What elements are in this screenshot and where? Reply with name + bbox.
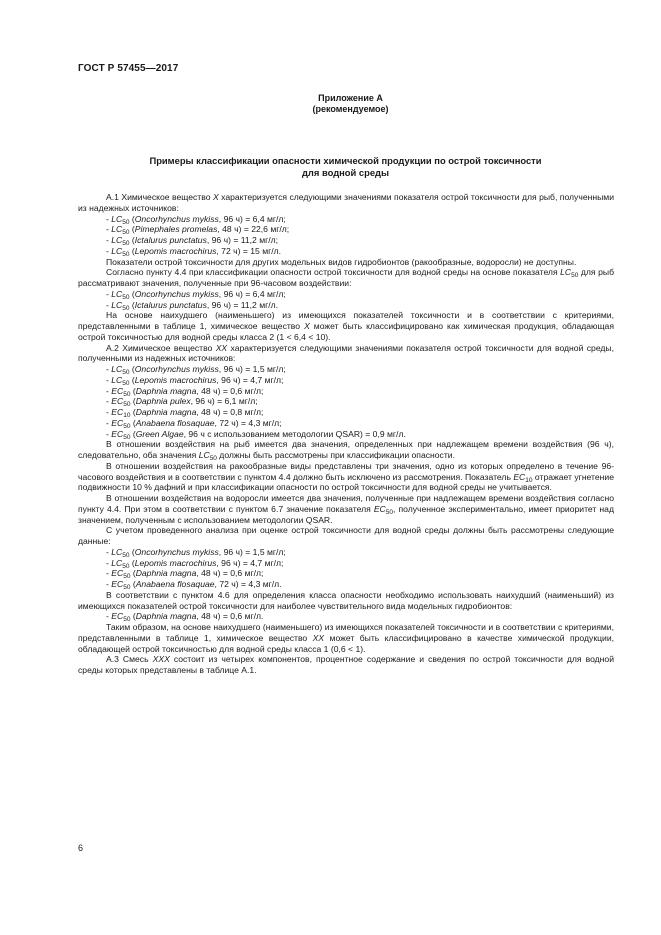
list-item: - $EC_{50}$ (Daphnia magna, 48 ч) = 0,6 мг/л; xyxy=(106,385,264,398)
paragraph: В отношении воздействия на ракообразные виды представлены три значения, одно из которых определено в течение 96-часового воздействия и в соответствии с пунктом 4.4 должно быть исключено из рассмотрения. Показатель $EC_{10}$ отражает угнетение подвижности 10 % дафний и при классификации опасности по острой токсичности для водной среды не учитывается. xyxy=(78,460,614,493)
appendix-status: (рекомендуемое) xyxy=(312,104,389,114)
document-body xyxy=(78,192,614,676)
section-title-line2: для водной среды xyxy=(301,167,390,178)
list-item: - $EC_{10}$ (Daphnia magna, 48 ч) = 0,8 мг/л; xyxy=(106,407,264,419)
list-item: - $EC_{50}$ (Daphnia magna, 48 ч) = 0,6 мг/л. xyxy=(106,611,264,624)
list-item: - $LC_{50}$ (Lepomis macrochirus, 96 ч) = 4,7 мг/л; xyxy=(106,557,284,570)
list-item: - $EC_{50}$ (Anabaena flosaquae, 72 ч) = 4,3 мг/л. xyxy=(106,579,282,591)
list-item: - $EC_{50}$ (Anabaena flosaquae, 72 ч) = 4,3 мг/л; xyxy=(106,417,282,430)
paragraph: Показатели острой токсичности для других модельных видов гидробионтов (ракообразные, водоросли) не доступны. xyxy=(106,256,577,267)
page-number: 6 xyxy=(78,843,84,853)
list-item: - $LC_{50}$ (Oncorhynchus mykiss, 96 ч) = 1,5 мг/л; xyxy=(106,546,286,559)
list-item: - $EC_{50}$ (Daphnia pulex, 96 ч) = 6,1 мг/л; xyxy=(106,396,258,409)
paragraph: С учетом проведенного анализа при оценке острой токсичности для водной среды должны быть рассмотрены следующие данные: xyxy=(78,525,614,546)
paragraph: В отношении воздействия на рыб имеется два значения, определенных при надлежащем времени воздействия (96 ч), следовательно, оба значения $LC_{50}$ должны быть рассмотрены при классификации опасности. xyxy=(78,439,614,462)
list-item: - $LC_{50}$ (Oncorhynchus mykiss, 96 ч) = 6,4 мг/л; xyxy=(106,213,286,226)
list-item: - $LC_{50}$ (Ictalurus punctatus, 96 ч) = 11,2 мг/л; xyxy=(106,235,279,247)
list-item: - $LC_{50}$ (Lepomis macrochirus, 96 ч) = 4,7 мг/л; xyxy=(106,374,284,387)
list-item: - $EC_{50}$ (Daphnia magna, 48 ч) = 0,6 мг/л; xyxy=(106,568,264,581)
paragraph: Согласно пункту 4.4 при классификации опасности острой токсичности для водной среды на основе показателя $LC_{50}$ для рыб рассматривают значения, полученные при 96-часовом воздействии: xyxy=(78,267,614,288)
list-item: - $LC_{50}$ (Oncorhynchus mykiss, 96 ч) = 1,5 мг/л; xyxy=(106,364,286,376)
section-title-line1: Примеры классификации опасности химической продукции по острой токсичности xyxy=(149,155,542,166)
paragraph: А.3 Смесь XXX состоит из четырех компонентов, процентное содержание и сведения по острой токсичности для водной среды которых представлены в таблице А.1. xyxy=(78,654,615,675)
list-item: - $EC_{50}$ (Green Algae, 96 ч с использованием методологии QSAR) = 0,9 мг/л. xyxy=(106,428,406,441)
paragraph: А.1 Химическое вещество X характеризуется следующими значениями показателя острой токсичности для рыб, полученными из надежных источников: xyxy=(78,192,614,213)
document-header: ГОСТ Р 57455—2017 xyxy=(78,63,179,74)
paragraph: Таким образом, на основе наихудшего (наименьшего) из имеющихся показателей токсичности и в соответствии с критериями, представленными в таблице 1, химическое вещество XX может быть классифицировано в качестве химической продукции, обладающей острой токсичностью для водной среды класса 1 (0,6 < 1). xyxy=(78,622,615,654)
paragraph: В соответствии с пунктом 4.6 для определения класса опасности необходимо использовать наихудший (наименьший) из имеющихся показателей острой токсичности для наиболее чувствительного вида модельных гидробионтов: xyxy=(78,589,614,611)
paragraph: На основе наихудшего (наименьшего) из имеющихся показателей токсичности и в соответствии с критериями, представленными в таблице 1, химическое вещество X может быть классифицировано как химическая продукция, обладающая острой токсичностью для водной среды класса 2 (1 < 6,4 < 10). xyxy=(78,310,614,342)
appendix-label: Приложение А xyxy=(318,93,383,103)
list-item: - $LC_{50}$ (Pimephales promelas, 48 ч) = 22,6 мг/л; xyxy=(106,224,290,237)
list-item: - $LC_{50}$ (Lepomis macrochirus, 72 ч) = 15 мг/л. xyxy=(106,245,282,258)
section-title xyxy=(78,155,613,179)
paragraph: А.2 Химическое вещество XX характеризуется следующими значениями показателя острой токсичности для водной среды, полученными из надежных источников: xyxy=(78,342,614,364)
list-item: - $LC_{50}$ (Ictalurus punctatus, 96 ч) = 11,2 мг/л. xyxy=(106,299,279,312)
paragraph: В отношении воздействия на водоросли имеется два значения, полученные при надлежащем времени воздействия согласно пункту 4.4. При этом в соответствии с пунктом 6.7 значение показателя $EC_{50}$, полученное экспериментально, имеет приоритет над значением, полученным с использованием методологии QSAR. xyxy=(78,493,614,525)
list-item: - $LC_{50}$ (Oncorhynchus mykiss, 96 ч) = 6,4 мг/л; xyxy=(106,288,286,301)
appendix-heading xyxy=(0,93,661,115)
